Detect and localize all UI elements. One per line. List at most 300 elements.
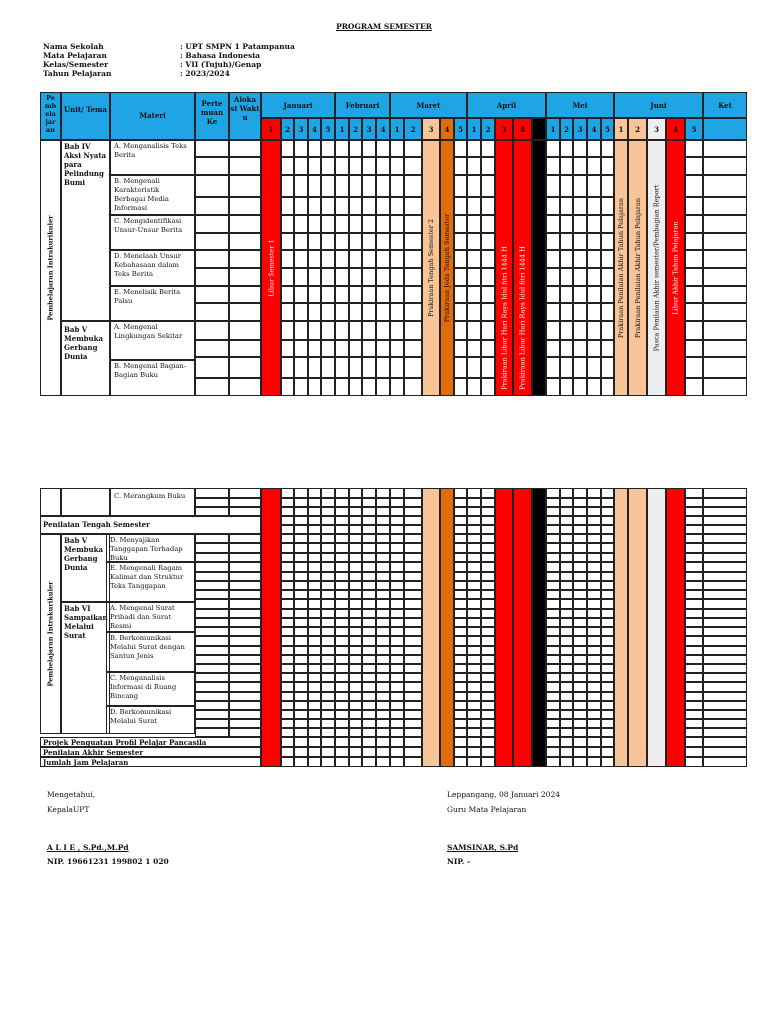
week-cell bbox=[601, 553, 614, 562]
week-cell bbox=[390, 553, 404, 562]
week-cell bbox=[404, 627, 422, 636]
week-cell bbox=[454, 581, 467, 590]
week-cell bbox=[481, 516, 495, 525]
week-cell bbox=[573, 581, 587, 590]
week-cell bbox=[454, 719, 467, 728]
week-cell bbox=[335, 599, 349, 609]
week-cell bbox=[481, 719, 495, 728]
week-number: 2 bbox=[628, 118, 647, 140]
week-cell bbox=[404, 488, 422, 498]
week-cell bbox=[321, 646, 335, 655]
week-cell bbox=[560, 543, 573, 553]
week-cell bbox=[404, 682, 422, 692]
week-cell bbox=[560, 636, 573, 646]
week-cell bbox=[321, 609, 335, 618]
week-cell bbox=[335, 747, 349, 757]
week-cell bbox=[601, 747, 614, 757]
note-libur-semester: Libur Semester 1 bbox=[267, 239, 276, 297]
week-cell bbox=[467, 525, 481, 534]
week-cell bbox=[573, 516, 587, 525]
materi-cell: C. Merangkum Buku bbox=[110, 488, 195, 516]
unit-cell: Bab VI Sampaikan Melalui Surat bbox=[61, 602, 110, 734]
week-cell bbox=[587, 728, 601, 737]
week-cell bbox=[362, 572, 376, 581]
week-cell bbox=[467, 692, 481, 701]
week-cell bbox=[376, 618, 390, 627]
week-cell bbox=[335, 516, 349, 525]
week-cell bbox=[467, 757, 481, 767]
header-materi: Materi bbox=[110, 92, 195, 140]
week-cell bbox=[685, 627, 703, 636]
week-cell bbox=[308, 655, 321, 664]
week-cell bbox=[454, 618, 467, 627]
week-cell bbox=[546, 498, 560, 507]
week-cell bbox=[376, 627, 390, 636]
week-cell bbox=[349, 609, 362, 618]
week-cell bbox=[573, 728, 587, 737]
week-cell bbox=[349, 599, 362, 609]
week-cell bbox=[294, 757, 308, 767]
week-cell bbox=[601, 609, 614, 618]
week-cell bbox=[335, 728, 349, 737]
week-cell bbox=[481, 553, 495, 562]
week-number: 3 bbox=[362, 118, 376, 140]
week-cell bbox=[321, 507, 335, 516]
week-cell bbox=[294, 636, 308, 646]
week-cell bbox=[335, 664, 349, 673]
week-cell bbox=[546, 572, 560, 581]
month-header: Februari bbox=[335, 92, 390, 118]
week-cell bbox=[481, 581, 495, 590]
pertemuan-cell bbox=[195, 728, 229, 737]
week-cell bbox=[685, 701, 703, 710]
week-cell bbox=[587, 701, 601, 710]
alokasi-cell bbox=[229, 498, 261, 507]
week-cell bbox=[467, 507, 481, 516]
week-cell bbox=[546, 664, 560, 673]
week-cell bbox=[481, 636, 495, 646]
week-cell bbox=[587, 599, 601, 609]
week-number: 5 bbox=[321, 118, 335, 140]
week-cell bbox=[390, 562, 404, 572]
week-cell bbox=[573, 655, 587, 664]
week-cell bbox=[454, 599, 467, 609]
week-cell bbox=[294, 719, 308, 728]
alokasi-cell bbox=[229, 655, 261, 664]
week-cell bbox=[308, 572, 321, 581]
pts-row: Penilaian Tengah Semester bbox=[40, 516, 261, 534]
week-cell bbox=[587, 534, 601, 543]
week-cell bbox=[685, 692, 703, 701]
week-cell bbox=[404, 737, 422, 747]
week-cell bbox=[362, 498, 376, 507]
ket-cell bbox=[703, 488, 747, 767]
alokasi-cell bbox=[229, 507, 261, 516]
week-cell bbox=[467, 618, 481, 627]
week-cell bbox=[321, 599, 335, 609]
week-cell bbox=[281, 590, 294, 599]
week-cell bbox=[308, 664, 321, 673]
materi-cell: D. Berkomunikasi Melalui Surat bbox=[106, 706, 195, 734]
week-cell bbox=[481, 737, 495, 747]
week-cell bbox=[376, 543, 390, 553]
week-cell bbox=[404, 673, 422, 682]
week-cell bbox=[404, 618, 422, 627]
pertemuan-cell bbox=[195, 488, 229, 498]
week-cell bbox=[573, 562, 587, 572]
week-cell bbox=[587, 719, 601, 728]
week-number: 4 bbox=[513, 118, 532, 140]
week-cell bbox=[601, 719, 614, 728]
signature-left-top: Mengetahui, bbox=[47, 790, 96, 799]
week-cell bbox=[308, 682, 321, 692]
pertemuan-cell bbox=[195, 682, 229, 692]
week-cell bbox=[467, 572, 481, 581]
week-cell bbox=[546, 728, 560, 737]
week-cell bbox=[404, 562, 422, 572]
week-cell bbox=[349, 701, 362, 710]
week-cell bbox=[390, 516, 404, 525]
week-cell bbox=[335, 488, 349, 498]
week-cell bbox=[390, 747, 404, 757]
week-cell bbox=[546, 534, 560, 543]
week-cell bbox=[467, 646, 481, 655]
week-cell bbox=[573, 747, 587, 757]
week-cell bbox=[390, 534, 404, 543]
week-cell bbox=[294, 609, 308, 618]
week-cell bbox=[481, 682, 495, 692]
week-cell bbox=[321, 553, 335, 562]
materi-cell: A. Menganalisis Teks Berita bbox=[110, 140, 195, 175]
week-cell bbox=[454, 655, 467, 664]
week-cell bbox=[546, 757, 560, 767]
week-cell bbox=[321, 525, 335, 534]
week-cell bbox=[546, 719, 560, 728]
week-cell bbox=[601, 636, 614, 646]
merged-week-column bbox=[614, 488, 628, 767]
week-cell bbox=[546, 737, 560, 747]
week-cell bbox=[685, 525, 703, 534]
week-cell bbox=[685, 646, 703, 655]
week-cell bbox=[335, 646, 349, 655]
week-cell bbox=[601, 562, 614, 572]
week-cell bbox=[376, 516, 390, 525]
week-cell bbox=[308, 599, 321, 609]
week-cell bbox=[546, 609, 560, 618]
week-cell bbox=[376, 737, 390, 747]
week-cell bbox=[467, 655, 481, 664]
week-number: 1 bbox=[467, 118, 481, 140]
pertemuan-cell bbox=[195, 599, 229, 609]
week-cell bbox=[335, 673, 349, 682]
week-cell bbox=[573, 488, 587, 498]
week-number: 5 bbox=[454, 118, 467, 140]
week-cell bbox=[404, 572, 422, 581]
week-cell bbox=[560, 747, 573, 757]
week-cell bbox=[560, 710, 573, 719]
week-cell bbox=[573, 757, 587, 767]
week-cell bbox=[390, 609, 404, 618]
week-cell bbox=[454, 516, 467, 525]
week-cell bbox=[376, 719, 390, 728]
week-cell bbox=[281, 728, 294, 737]
pertemuan-cell bbox=[195, 553, 229, 562]
week-number: 4 bbox=[308, 118, 321, 140]
week-cell bbox=[467, 728, 481, 737]
week-cell bbox=[281, 553, 294, 562]
unit-cell: Bab IV Aksi Nyata para Pelindung Bumi bbox=[61, 140, 110, 321]
week-cell bbox=[481, 618, 495, 627]
note-pts: Prakiraan Tengah Semester 2 bbox=[427, 218, 436, 318]
week-cell bbox=[573, 590, 587, 599]
week-cell bbox=[308, 543, 321, 553]
pas-row: Penilaian Akhir Semester bbox=[40, 747, 261, 757]
pembelajaran-label: Pembelajaran Intrakurikuler bbox=[46, 581, 55, 687]
week-cell bbox=[321, 543, 335, 553]
week-cell bbox=[467, 562, 481, 572]
signature-right-nip: NIP. - bbox=[447, 857, 471, 866]
week-cell bbox=[376, 710, 390, 719]
week-cell bbox=[404, 646, 422, 655]
week-cell bbox=[467, 673, 481, 682]
alokasi-cell bbox=[229, 609, 261, 618]
week-cell bbox=[281, 599, 294, 609]
week-cell bbox=[362, 609, 376, 618]
week-cell bbox=[546, 747, 560, 757]
header-pembelajaran: Pe mb ela jar an bbox=[40, 92, 61, 140]
week-cell bbox=[573, 664, 587, 673]
week-cell bbox=[587, 572, 601, 581]
alokasi-cell bbox=[229, 701, 261, 710]
week-cell bbox=[560, 572, 573, 581]
week-cell bbox=[454, 737, 467, 747]
alokasi-cell bbox=[229, 488, 261, 498]
week-cell bbox=[376, 488, 390, 498]
week-cell bbox=[587, 498, 601, 507]
week-cell bbox=[560, 507, 573, 516]
materi-cell: D. Menyajikan Tanggapan Terhadap Buku bbox=[106, 534, 195, 562]
week-cell bbox=[481, 728, 495, 737]
week-cell bbox=[335, 581, 349, 590]
week-cell bbox=[349, 737, 362, 747]
alokasi-cell bbox=[229, 618, 261, 627]
pertemuan-cell bbox=[195, 507, 229, 516]
week-cell bbox=[685, 572, 703, 581]
week-cell bbox=[281, 710, 294, 719]
week-cell bbox=[601, 692, 614, 701]
week-cell bbox=[281, 636, 294, 646]
week-cell bbox=[404, 692, 422, 701]
week-cell bbox=[560, 562, 573, 572]
pertemuan-cell bbox=[195, 655, 229, 664]
week-cell bbox=[467, 553, 481, 562]
week-cell bbox=[573, 682, 587, 692]
week-cell bbox=[281, 646, 294, 655]
week-cell bbox=[454, 590, 467, 599]
week-cell bbox=[546, 590, 560, 599]
week-cell bbox=[390, 636, 404, 646]
week-cell bbox=[308, 525, 321, 534]
week-cell bbox=[281, 701, 294, 710]
week-cell bbox=[281, 543, 294, 553]
pertemuan-cell bbox=[195, 572, 229, 581]
week-cell bbox=[481, 590, 495, 599]
week-cell bbox=[560, 757, 573, 767]
week-cell bbox=[546, 543, 560, 553]
week-cell bbox=[349, 618, 362, 627]
week-cell bbox=[467, 488, 481, 498]
week-cell bbox=[376, 525, 390, 534]
week-cell bbox=[560, 488, 573, 498]
week-number: 1 bbox=[614, 118, 628, 140]
week-cell bbox=[467, 719, 481, 728]
week-cell bbox=[454, 673, 467, 682]
week-cell bbox=[587, 646, 601, 655]
week-cell bbox=[467, 543, 481, 553]
week-cell bbox=[321, 627, 335, 636]
week-cell bbox=[601, 646, 614, 655]
week-cell bbox=[601, 581, 614, 590]
signature-right-role: Guru Mata Pelajaran bbox=[447, 805, 527, 814]
week-cell bbox=[404, 599, 422, 609]
week-cell bbox=[560, 737, 573, 747]
week-cell bbox=[454, 627, 467, 636]
week-cell bbox=[349, 572, 362, 581]
week-cell bbox=[481, 692, 495, 701]
week-number: 1 bbox=[335, 118, 349, 140]
week-cell bbox=[454, 498, 467, 507]
week-cell bbox=[481, 599, 495, 609]
week-number: 4 bbox=[666, 118, 685, 140]
week-cell bbox=[685, 488, 703, 498]
week-number: 2 bbox=[481, 118, 495, 140]
week-cell bbox=[349, 655, 362, 664]
week-cell bbox=[546, 636, 560, 646]
week-cell bbox=[587, 757, 601, 767]
pembelajaran-label: Pembelajaran Intrakurikuler bbox=[46, 215, 55, 321]
week-cell bbox=[560, 673, 573, 682]
week-cell bbox=[481, 609, 495, 618]
week-cell bbox=[390, 590, 404, 599]
week-cell bbox=[362, 682, 376, 692]
week-cell bbox=[404, 534, 422, 543]
week-cell bbox=[376, 655, 390, 664]
week-cell bbox=[685, 590, 703, 599]
alokasi-cell bbox=[229, 673, 261, 682]
week-cell bbox=[390, 757, 404, 767]
week-cell bbox=[308, 553, 321, 562]
week-cell bbox=[335, 609, 349, 618]
week-cell bbox=[335, 507, 349, 516]
week-cell bbox=[362, 701, 376, 710]
week-cell bbox=[281, 673, 294, 682]
week-cell bbox=[281, 682, 294, 692]
week-cell bbox=[481, 534, 495, 543]
week-cell bbox=[601, 701, 614, 710]
alokasi-cell bbox=[229, 710, 261, 719]
week-cell bbox=[560, 719, 573, 728]
week-cell bbox=[587, 516, 601, 525]
week-cell bbox=[454, 543, 467, 553]
week-cell bbox=[467, 627, 481, 636]
week-cell bbox=[281, 516, 294, 525]
week-cell bbox=[560, 692, 573, 701]
week-cell bbox=[390, 599, 404, 609]
week-cell bbox=[573, 710, 587, 719]
week-cell bbox=[573, 692, 587, 701]
week-cell bbox=[685, 618, 703, 627]
week-cell bbox=[481, 498, 495, 507]
week-cell bbox=[294, 710, 308, 719]
alokasi-cell bbox=[229, 664, 261, 673]
materi-cell: E. Menelisik Berita Palsu bbox=[110, 286, 195, 321]
week-cell bbox=[335, 590, 349, 599]
week-cell bbox=[481, 664, 495, 673]
materi-cell: A. Mengenal Lingkungan Sekitar bbox=[110, 321, 195, 360]
week-cell bbox=[376, 609, 390, 618]
pertemuan-cell bbox=[195, 609, 229, 618]
merged-week-column bbox=[261, 488, 281, 767]
week-cell bbox=[321, 590, 335, 599]
week-cell bbox=[454, 562, 467, 572]
week-cell bbox=[335, 757, 349, 767]
pertemuan-cell bbox=[195, 692, 229, 701]
unit-cell: Bab V Membuka Gerbang Dunia bbox=[61, 321, 110, 396]
week-cell bbox=[308, 737, 321, 747]
week-cell bbox=[308, 590, 321, 599]
week-cell bbox=[587, 525, 601, 534]
week-cell bbox=[335, 701, 349, 710]
week-cell bbox=[404, 719, 422, 728]
week-cell bbox=[376, 599, 390, 609]
week-cell bbox=[335, 572, 349, 581]
week-cell bbox=[321, 562, 335, 572]
page-title: PROGRAM SEMESTER bbox=[336, 22, 432, 31]
week-cell bbox=[390, 655, 404, 664]
week-cell bbox=[294, 747, 308, 757]
week-cell bbox=[335, 498, 349, 507]
week-cell bbox=[587, 710, 601, 719]
week-cell bbox=[685, 534, 703, 543]
week-cell bbox=[349, 525, 362, 534]
week-cell bbox=[349, 534, 362, 543]
week-cell bbox=[573, 719, 587, 728]
week-cell bbox=[335, 710, 349, 719]
week-cell bbox=[335, 682, 349, 692]
week-cell bbox=[294, 664, 308, 673]
week-cell bbox=[546, 692, 560, 701]
week-cell bbox=[376, 562, 390, 572]
week-cell bbox=[587, 664, 601, 673]
week-number: 2 bbox=[560, 118, 573, 140]
week-cell bbox=[335, 562, 349, 572]
week-cell bbox=[281, 498, 294, 507]
week-cell bbox=[546, 599, 560, 609]
week-cell bbox=[573, 507, 587, 516]
week-cell bbox=[587, 636, 601, 646]
week-cell bbox=[281, 562, 294, 572]
week-cell bbox=[349, 747, 362, 757]
week-cell bbox=[335, 553, 349, 562]
week-cell bbox=[685, 737, 703, 747]
week-cell bbox=[481, 488, 495, 498]
week-cell bbox=[308, 562, 321, 572]
week-cell bbox=[294, 646, 308, 655]
week-cell bbox=[349, 498, 362, 507]
week-cell bbox=[294, 590, 308, 599]
week-cell bbox=[294, 655, 308, 664]
week-cell bbox=[308, 747, 321, 757]
